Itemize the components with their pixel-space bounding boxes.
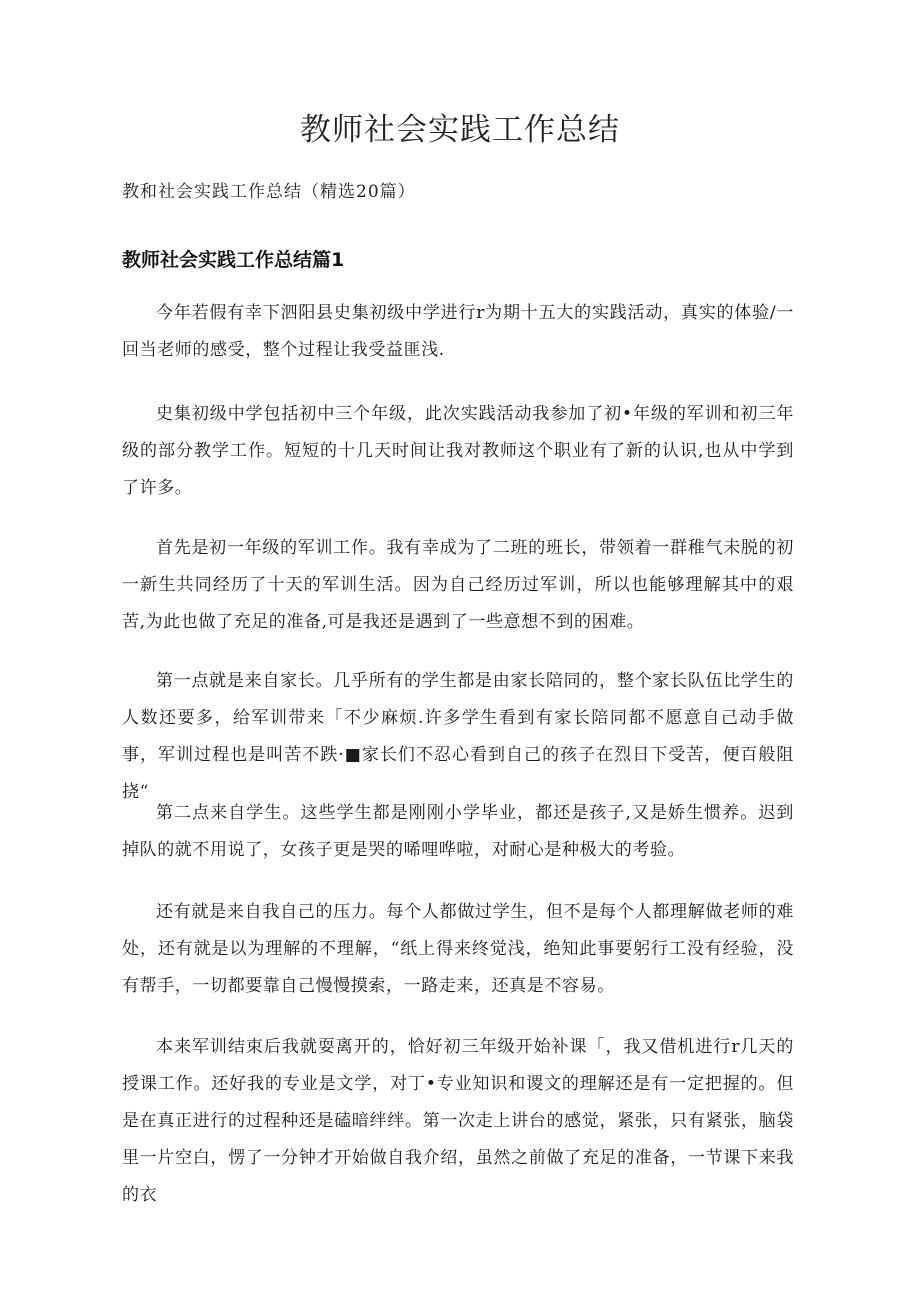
document-subtitle: 教和社会实践工作总结（精选20篇）: [122, 182, 416, 202]
document-title: 教师社会实践工作总结: [300, 112, 620, 148]
paragraph-4: 第一点就是来自家长。几乎所有的学生都是由家长陪同的，整个家长队伍比学生的人数还要多，给军训带来「不少麻烦.许多学生看到有家长陪同都不愿意自己动手做事，军训过程也是叫苦不跌·■家长们不忍心看到自己的孩子在烈日下受苦，便百般阻挠“: [122, 671, 794, 802]
paragraph-1: 今年若假有幸下泗阳县史集初级中学进行r为期十五大的实践活动，真实的体验/一回当老师的感受，整个过程让我受益匪浅.: [122, 303, 794, 360]
paragraph-2: 史集初级中学包括初中三个年级，此次实践活动我参加了初•年级的军训和初三年级的部分教学工作。短短的十几天时间让我对教师这个职业有了新的认识,也从中学到了许多。: [122, 404, 794, 498]
paragraph-5: 第二点来自学生。这些学生都是刚刚小学毕业，都还是孩子,又是娇生惯养。迟到掉队的就不用说了，女孩子更是哭的唏哩哗啦，对耐心是种极大的考验。: [122, 803, 794, 860]
section-heading: 教师社会实践工作总结篇1: [122, 249, 345, 271]
paragraph-7: 本来军训结束后我就耍离开的，恰好初三年级开始补课「，我又借机进行r几天的授课工作。还好我的专业是文学，对丁•专业知识和谡文的理解还是有一定把握的。但是在真正进行的过程种还是磕暗绊绊。第一次走上讲台的感觉，紧张，只有紧张，脑袋里一片空白，愣了一分钟才开始做自我介绍，虽然之前做了充足的准备，一节课下来我的衣: [122, 1037, 794, 1205]
paragraph-3: 首先是初一年级的军训工作。我有幸成为了二班的班长，带领着一群稚气未脱的初一新生共同经历了十天的军训生活。因为自己经历过军训，所以也能够理解其中的艰苦,为此也做了充足的准备,可是我还是遇到了一些意想不到的困难。: [122, 538, 794, 632]
paragraph-6: 还有就是来自我自己的压力。每个人都做过学生，但不是每个人都理解做老师的难处，还有就是以为理解的不理解，“纸上得来终觉浅，绝知此事要躬行工没有经验，没有帮手，一切都要靠自己慢慢摸索，一路走来，还真是不容易。: [122, 902, 794, 996]
